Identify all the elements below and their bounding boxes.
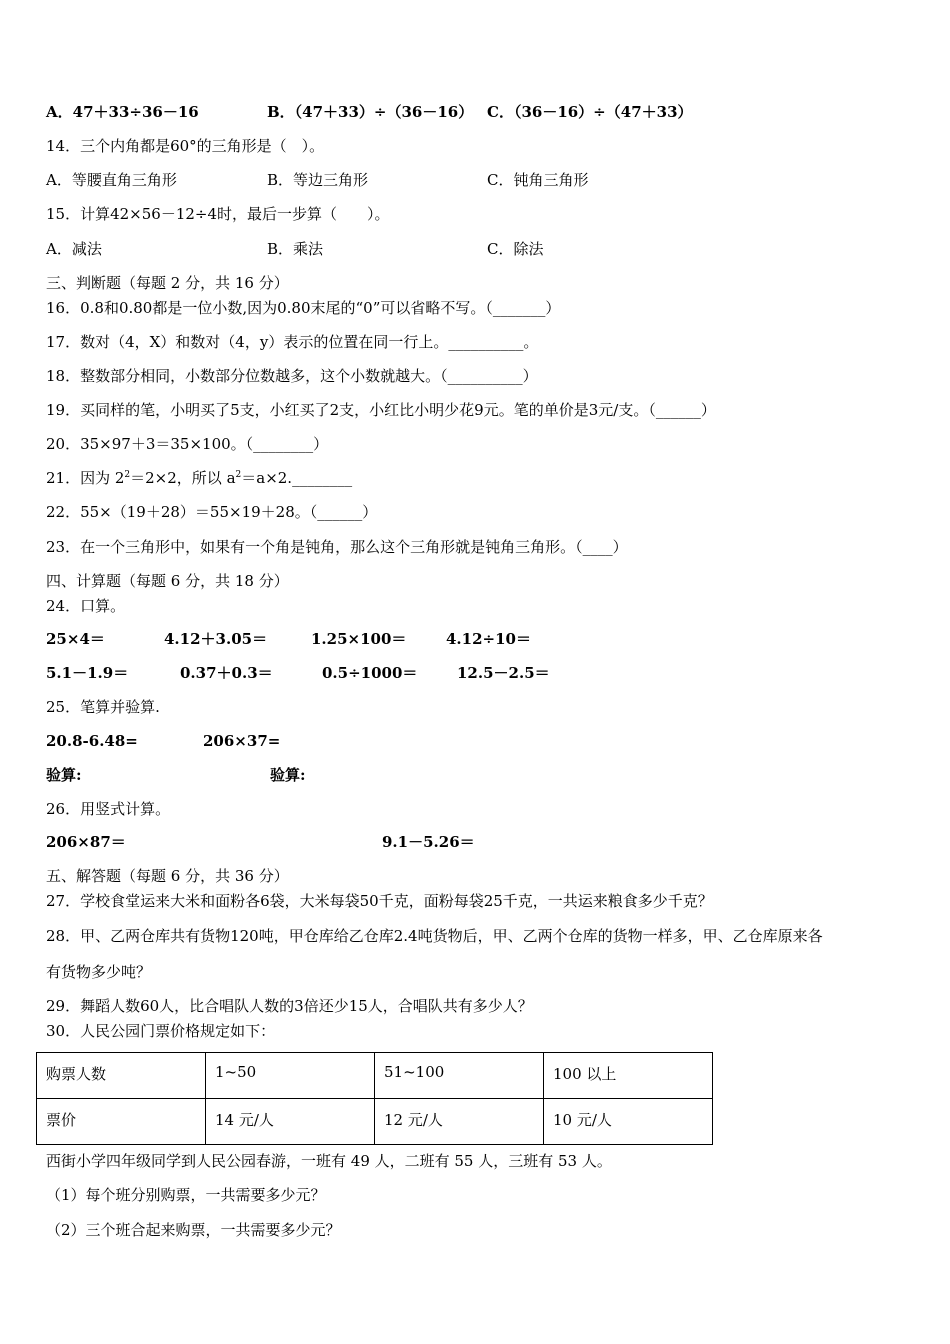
oral-r1-c3: 1.25×100＝ [311, 630, 407, 648]
q26-a: 206×87＝ [46, 833, 126, 851]
ticket-price-table [36, 1052, 713, 1145]
q26-b: 9.1－5.26＝ [382, 833, 475, 851]
oral-r1-c2: 4.12＋3.05＝ [164, 630, 268, 648]
oral-r2-c3: 0.5÷1000＝ [322, 664, 418, 682]
oral-r1-c4: 4.12÷10＝ [446, 630, 531, 648]
q21-mid1: ＝2×2，所以 a [130, 469, 236, 487]
q23: 23．在一个三角形中，如果有一个角是钝角，那么这个三角形就是钝角三角形。（____） [46, 538, 628, 556]
table-row [37, 1053, 713, 1099]
section4-heading: 四、计算题（每题 6 分，共 18 分） [46, 572, 289, 590]
q14-stem: 14．三个内角都是60°的三角形是（ ）。 [46, 137, 325, 155]
q24: 24．口算。 [46, 597, 126, 615]
q21-sup-1: 2 [124, 470, 131, 480]
table-cell: 14 元/人 [206, 1099, 375, 1145]
oral-r2-c4: 12.5－2.5＝ [457, 664, 550, 682]
q21-sup-2: 2 [235, 470, 242, 480]
q25-b: 206×37= [203, 732, 281, 750]
q28-line1: 28．甲、乙两仓库共有货物120吨，甲仓库给乙仓库2.4吨货物后，甲、乙两个仓库的货物一样多，甲、乙仓库原来各 [46, 927, 823, 945]
table-cell: 1~50 [206, 1053, 375, 1099]
q16: 16．0.8和0.80都是一位小数,因为0.80末尾的“0”可以省略不写。（_______） [46, 299, 561, 317]
q20: 20．35×97＋3＝35×100。（________） [46, 435, 329, 453]
q30-part2: （2）三个班合起来购票，一共需要多少元？ [46, 1221, 341, 1239]
section3-heading: 三、判断题（每题 2 分，共 16 分） [46, 274, 289, 292]
table-cell: 100 以上 [544, 1053, 713, 1099]
q26: 26．用竖式计算。 [46, 800, 171, 818]
table-cell: 购票人数 [37, 1053, 206, 1099]
oral-r1-c1: 25×4＝ [46, 630, 105, 648]
table-row [37, 1099, 713, 1145]
table-cell: 51~100 [375, 1053, 544, 1099]
q25-check-b: 验算: [270, 766, 306, 784]
q21 [46, 468, 352, 488]
q25-check-a: 验算: [46, 766, 82, 784]
table-cell: 12 元/人 [375, 1099, 544, 1145]
q28-line2: 有货物多少吨？ [46, 963, 152, 981]
q30: 30．人民公园门票价格规定如下： [46, 1022, 276, 1040]
q22: 22．55×（19＋28）＝55×19＋28。（______） [46, 503, 378, 521]
q30-context: 西街小学四年级同学到人民公园春游，一班有 49 人，二班有 55 人，三班有 53 人。 [46, 1152, 612, 1170]
q21-prefix: 21．因为 2 [46, 469, 125, 487]
table-cell: 票价 [37, 1099, 206, 1145]
q27: 27．学校食堂运来大米和面粉各6袋，大米每袋50千克，面粉每袋25千克，一共运来粮食多少千克？ [46, 892, 713, 910]
q19: 19．买同样的笔，小明买了5支，小红买了2支，小红比小明少花9元。笔的单价是3元/支。（______） [46, 401, 716, 419]
q13-option-c: C．（36－16）÷（47＋33） [487, 103, 693, 121]
q25-a: 20.8-6.48= [46, 732, 138, 750]
oral-r2-c2: 0.37＋0.3＝ [180, 664, 273, 682]
q15-option-b: B．乘法 [267, 240, 324, 258]
q14-option-c: C．钝角三角形 [487, 171, 589, 189]
section5-heading: 五、解答题（每题 6 分，共 36 分） [46, 867, 289, 885]
q15-option-a: A．减法 [46, 240, 102, 258]
q25: 25．笔算并验算. [46, 698, 160, 716]
table-cell: 10 元/人 [544, 1099, 713, 1145]
q21-mid2: ＝a×2.________ [241, 469, 353, 487]
q18: 18．整数部分相同，小数部分位数越多，这个小数就越大。（__________） [46, 367, 538, 385]
q17: 17．数对（4，X）和数对（4，y）表示的位置在同一行上。__________。 [46, 333, 539, 351]
oral-r2-c1: 5.1－1.9＝ [46, 664, 129, 682]
q13-option-b: B．（47＋33）÷（36－16） [267, 103, 474, 121]
q13-option-a: A．47＋33÷36－16 [46, 103, 199, 121]
q14-option-b: B．等边三角形 [267, 171, 369, 189]
q29: 29．舞蹈人数60人，比合唱队人数的3倍还少15人，合唱队共有多少人？ [46, 997, 533, 1015]
q15-option-c: C．除法 [487, 240, 544, 258]
q15-stem: 15．计算42×56－12÷4时，最后一步算（ ）。 [46, 205, 390, 223]
q14-option-a: A．等腰直角三角形 [46, 171, 177, 189]
q30-part1: （1）每个班分别购票，一共需要多少元？ [46, 1186, 326, 1204]
